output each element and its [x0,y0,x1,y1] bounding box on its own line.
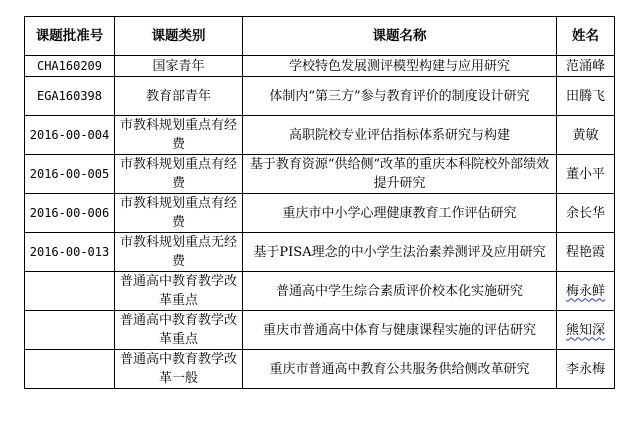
title-cell: 重庆市普通高中教育公共服务供给侧改革研究 [243,350,557,389]
title-cell: 普通高中学生综合素质评价校本化实施研究 [243,272,557,311]
category-cell: 市教科规划重点有经费 [115,155,243,194]
category-cell: 市教科规划重点有经费 [115,194,243,233]
approval-number-cell: 2016-00-006 [25,194,115,233]
title-cell: 体制内“第三方”参与教育评价的制度设计研究 [243,77,557,116]
table-row [25,155,615,194]
name-cell: 董小平 [557,155,615,194]
header-approval-number: 课题批准号 [25,17,115,56]
name-text: 熊知深 [565,322,605,338]
category-cell: 市教科规划重点无经费 [115,233,243,272]
name-text: 梅永鲜 [565,283,605,299]
name-cell [557,272,615,311]
category-cell: 市教科规划重点有经费 [115,116,243,155]
header-title: 课题名称 [243,17,557,56]
projects-table-container [24,16,614,389]
name-cell: 田腾飞 [557,77,615,116]
approval-number-cell [25,311,115,350]
name-cell: 李永梅 [557,350,615,389]
approval-number-cell: CHA160209 [25,56,115,77]
table-header-row [25,17,615,56]
title-cell: 重庆市普通高中体育与健康课程实施的评估研究 [243,311,557,350]
title-cell: 基于PISA理念的中小学生法治素养测评及应用研究 [243,233,557,272]
approval-number-cell: 2016-00-004 [25,116,115,155]
table-row [25,194,615,233]
name-cell: 黄敏 [557,116,615,155]
title-cell: 基于教育资源“供给侧”改革的重庆本科院校外部绩效提升研究 [243,155,557,194]
header-category: 课题类别 [115,17,243,56]
table-row [25,233,615,272]
projects-table [24,16,615,389]
header-name: 姓名 [557,17,615,56]
title-cell: 高职院校专业评估指标体系研究与构建 [243,116,557,155]
category-cell: 普通高中教育教学改革重点 [115,311,243,350]
category-cell: 普通高中教育教学改革一般 [115,350,243,389]
table-row [25,350,615,389]
name-cell: 余长华 [557,194,615,233]
table-row [25,116,615,155]
title-cell: 重庆市中小学心理健康教育工作评估研究 [243,194,557,233]
category-cell: 国家青年 [115,56,243,77]
table-row [25,311,615,350]
approval-number-cell [25,272,115,311]
table-row [25,272,615,311]
name-cell: 程艳霞 [557,233,615,272]
category-cell: 教育部青年 [115,77,243,116]
table-row [25,77,615,116]
table-row [25,56,615,77]
name-cell [557,311,615,350]
category-cell: 普通高中教育教学改革重点 [115,272,243,311]
approval-number-cell: EGA160398 [25,77,115,116]
title-cell: 学校特色发展测评模型构建与应用研究 [243,56,557,77]
approval-number-cell: 2016-00-005 [25,155,115,194]
name-cell: 范涌峰 [557,56,615,77]
approval-number-cell [25,350,115,389]
approval-number-cell: 2016-00-013 [25,233,115,272]
